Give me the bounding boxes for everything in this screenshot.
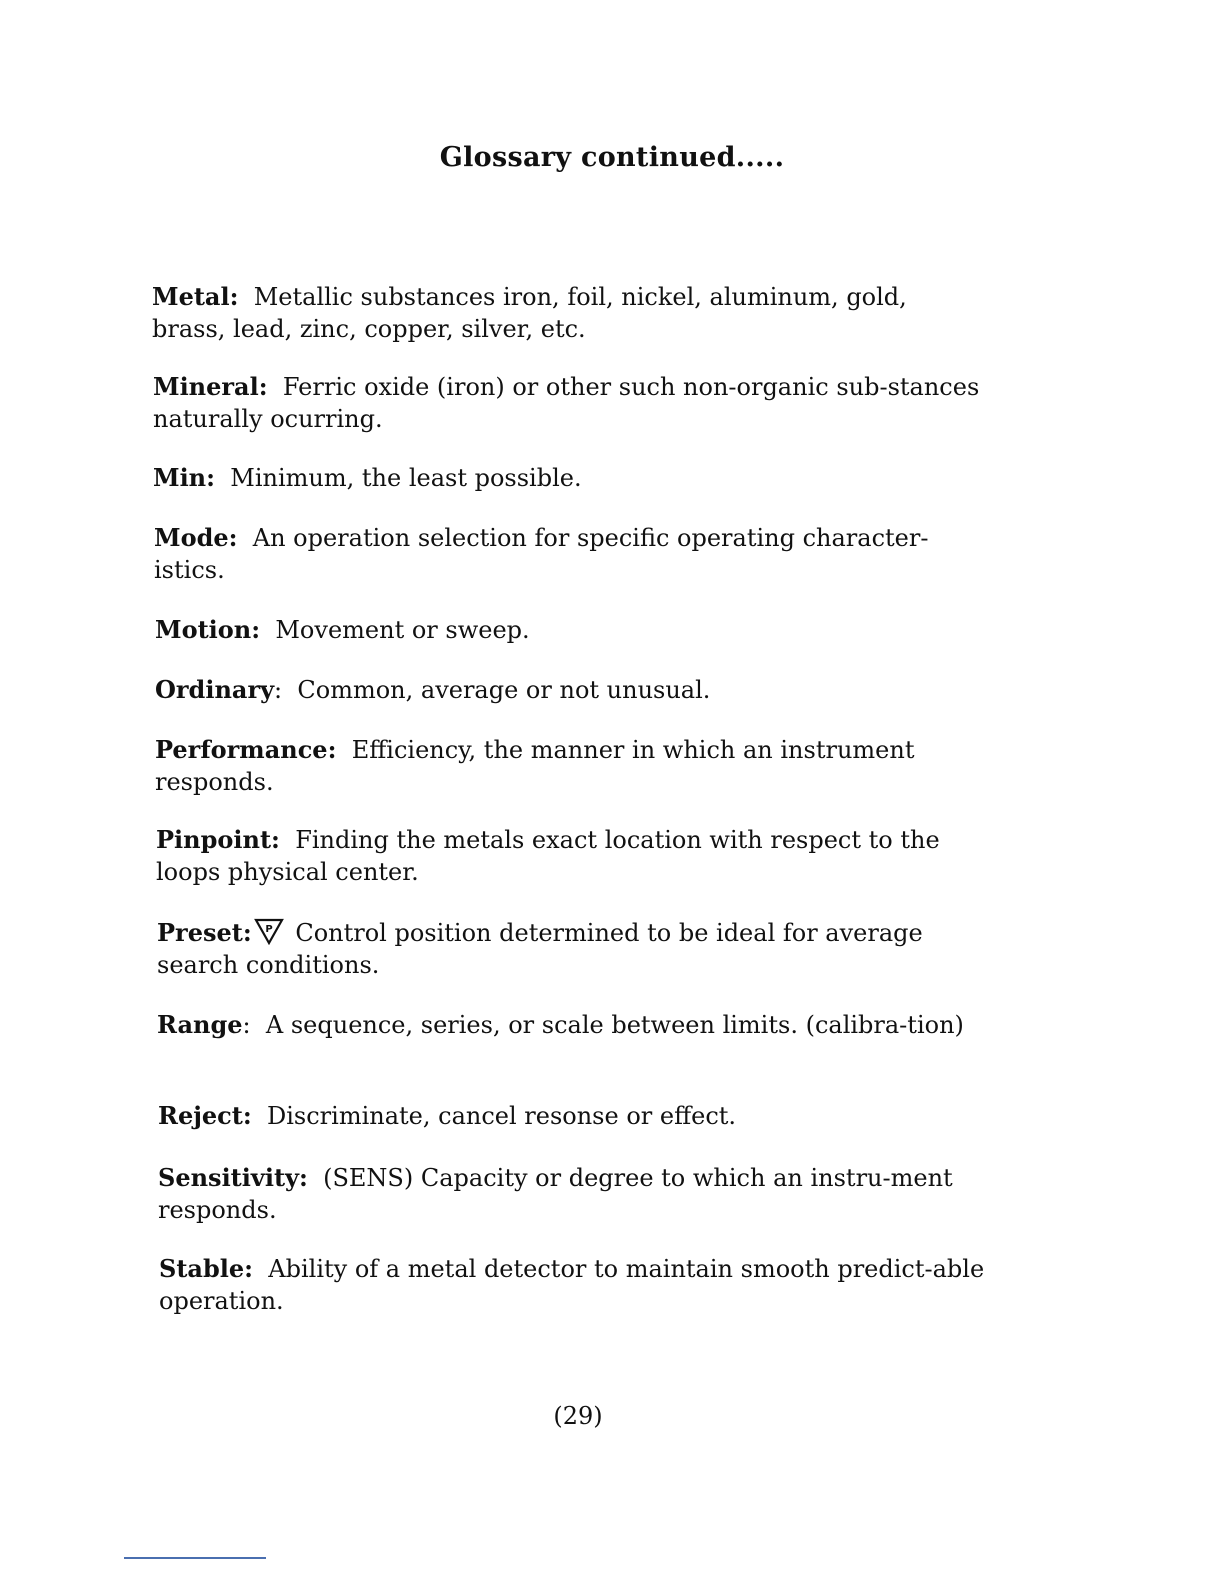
glossary-entry-mode — [154, 522, 984, 586]
glossary-entry-metal — [152, 281, 982, 345]
preset-triangle-icon — [254, 917, 284, 945]
glossary-entry-reject — [158, 1100, 988, 1132]
svg-text:P: P — [265, 924, 273, 935]
glossary-definition: Ferric oxide (iron) or other such non-organic sub-stances naturally ocurring. — [153, 373, 980, 433]
glossary-term: Performance: — [155, 735, 337, 764]
glossary-entry-motion — [155, 614, 985, 646]
glossary-term: Metal: — [152, 282, 239, 311]
glossary-term: Min: — [153, 463, 215, 492]
glossary-definition: Ability of a metal detector to maintain smooth predict-able operation. — [159, 1255, 985, 1315]
glossary-entry-ordinary: Ordinary: Common, average or not unusual. — [155, 675, 711, 704]
glossary-entry-sensitivity — [158, 1162, 988, 1226]
glossary-definition: Efficiency, the manner in which an instrument responds. — [155, 736, 915, 796]
glossary-definition: Discriminate, cancel resonse or effect. — [267, 1102, 737, 1130]
glossary-definition: (SENS) Capacity or degree to which an instru-ment responds. — [158, 1164, 953, 1224]
glossary-entry-min — [153, 462, 983, 494]
glossary-definition: Finding the metals exact location with respect to the loops physical center. — [156, 826, 940, 886]
glossary-entry-range: Range: A sequence, series, or scale between limits. (calibra-tion) — [157, 1010, 964, 1039]
glossary-definition: Common, average or not unusual. — [297, 676, 711, 704]
glossary-entry-performance — [155, 734, 985, 798]
glossary-term: Reject: — [158, 1101, 252, 1130]
glossary-term: Sensitivity: — [158, 1163, 308, 1192]
page-number: (29) — [553, 1402, 603, 1430]
glossary-term: Ordinary — [155, 675, 275, 704]
page-title: Glossary continued..... — [439, 142, 785, 173]
glossary-entry-preset — [157, 917, 987, 981]
glossary-definition: Movement or sweep. — [275, 616, 530, 644]
glossary-definition: Control position determined to be ideal for average search conditions. — [157, 919, 923, 979]
glossary-entry-pinpoint — [156, 824, 986, 888]
glossary-term: Stable: — [159, 1254, 253, 1283]
glossary-definition: An operation selection for specific operating character-istics. — [154, 524, 929, 584]
glossary-term: Preset: — [157, 918, 252, 947]
glossary-definition: A sequence, series, or scale between limits. (calibra-tion) — [265, 1011, 964, 1039]
glossary-entry-mineral — [153, 371, 983, 435]
glossary-term: Mineral: — [153, 372, 268, 401]
glossary-term: Mode: — [154, 523, 238, 552]
footer-rule — [124, 1557, 266, 1559]
glossary-definition: Metallic substances iron, foil, nickel, aluminum, gold, brass, lead, zinc, copper, silver, etc. — [152, 283, 907, 343]
glossary-definition: Minimum, the least possible. — [230, 464, 582, 492]
glossary-term: Range — [157, 1010, 243, 1039]
glossary-term: Motion: — [155, 615, 261, 644]
glossary-term: Pinpoint: — [156, 825, 280, 854]
glossary-entry-stable — [159, 1253, 989, 1317]
